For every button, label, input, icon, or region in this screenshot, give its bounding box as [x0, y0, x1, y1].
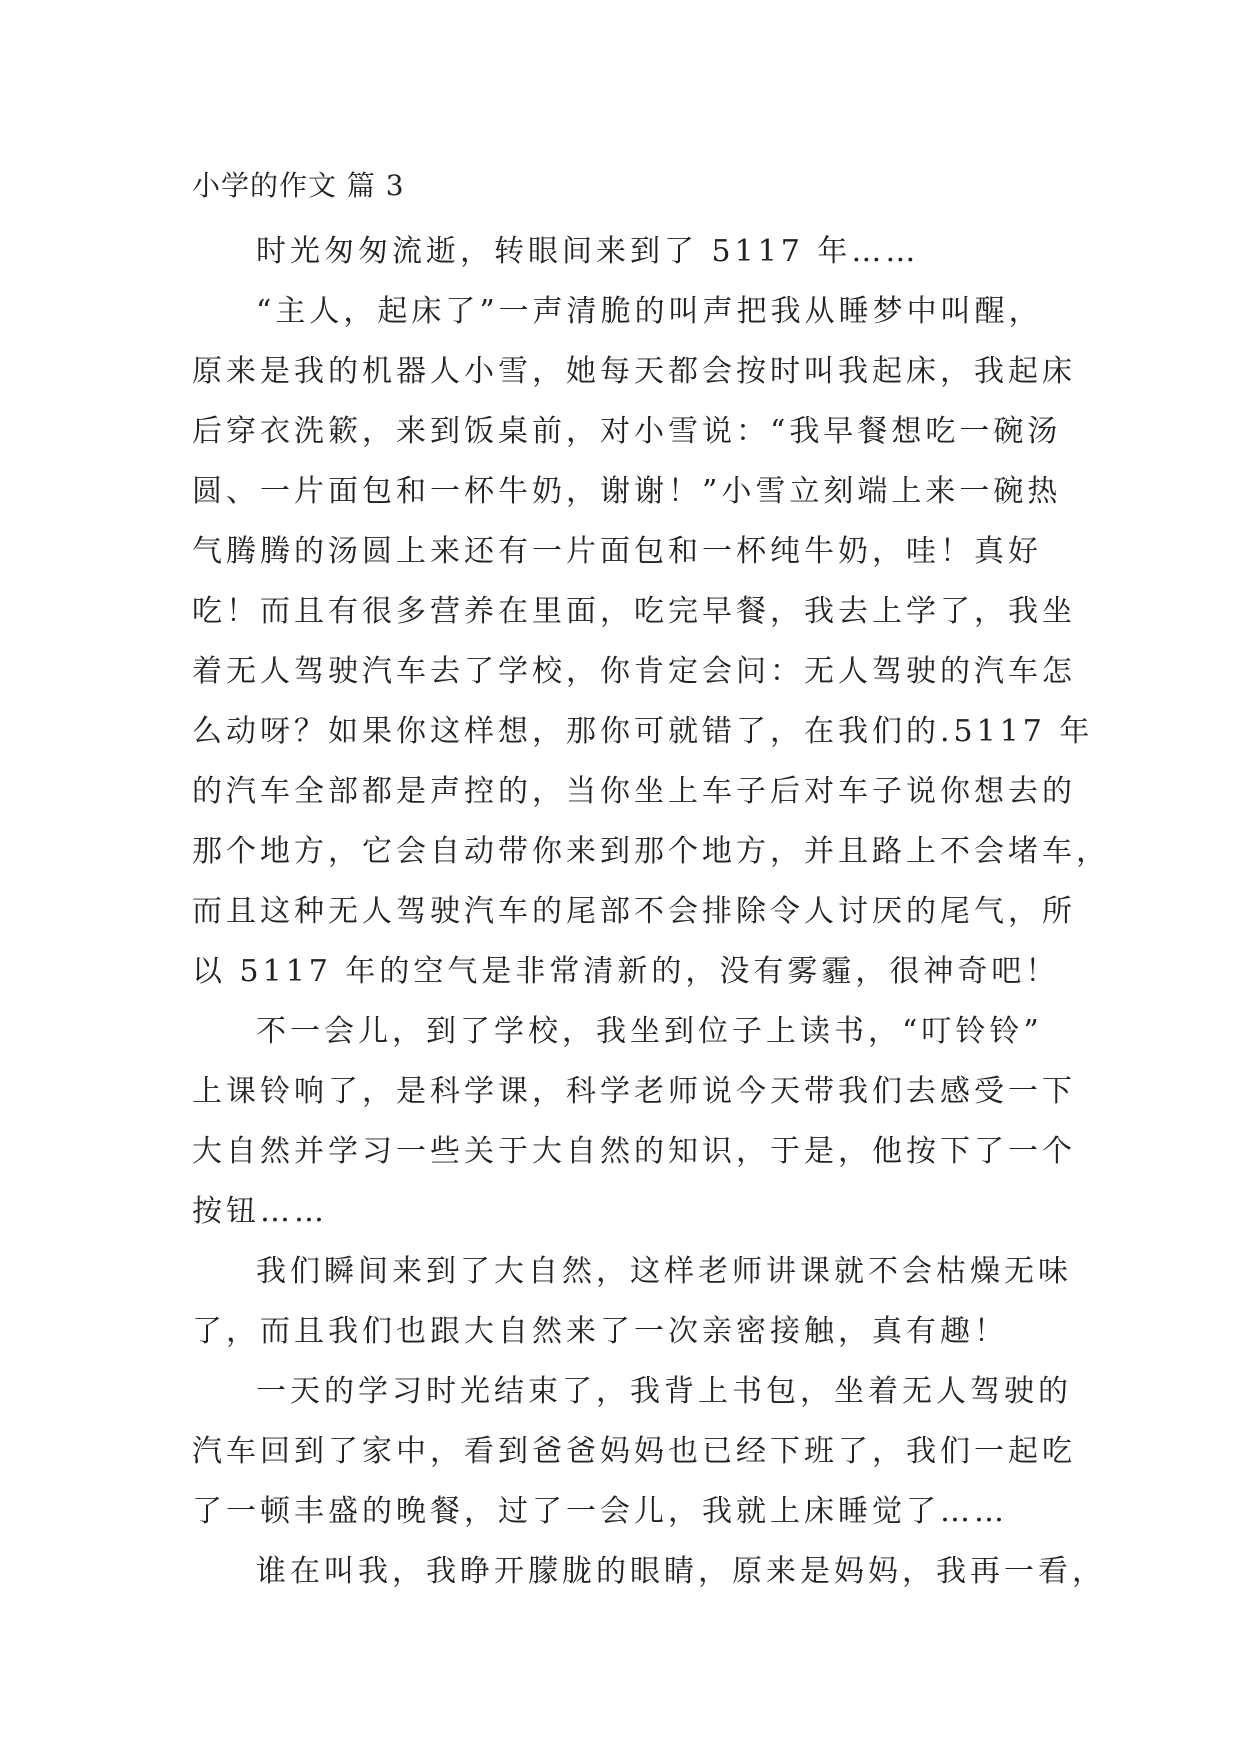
text-line-22: 了一顿丰盛的晚餐，过了一会儿，我就上床睡觉了……: [192, 1494, 1008, 1529]
text-line-3: 原来是我的机器人小雪，她每天都会按时叫我起床，我起床: [192, 354, 1076, 389]
text-line-18: 我们瞬间来到了大自然，这样老师讲课就不会枯燥无味: [256, 1254, 1072, 1289]
text-line-11: 那个地方，它会自动带你来到那个地方，并且路上不会堵车，: [192, 834, 1110, 869]
text-line-16: 大自然并学习一些关于大自然的知识，于是，他按下了一个: [192, 1134, 1076, 1169]
essay-heading: 小学的作文 篇 3: [192, 169, 405, 202]
text-line-2: “主人，起床了”一声清脆的叫声把我从睡梦中叫醒，: [256, 294, 1043, 329]
text-line-5: 圆、一片面包和一杯牛奶，谢谢！”小雪立刻端上来一碗热: [192, 474, 1062, 509]
text-line-10: 的汽车全部都是声控的，当你坐上车子后对车子说你想去的: [192, 774, 1076, 809]
text-line-7: 吃！而且有很多营养在里面，吃完早餐，我去上学了，我坐: [192, 594, 1076, 629]
text-line-20: 一天的学习时光结束了，我背上书包，坐着无人驾驶的: [256, 1374, 1072, 1409]
text-line-6: 气腾腾的汤圆上来还有一片面包和一杯纯牛奶，哇！真好: [192, 534, 1042, 569]
text-line-21: 汽车回到了家中，看到爸爸妈妈也已经下班了，我们一起吃: [192, 1434, 1076, 1469]
text-line-9: 么动呀？如果你这样想，那你可就错了，在我们的.5117 年: [192, 714, 1094, 749]
text-line-23: 谁在叫我，我睁开朦胧的眼睛，原来是妈妈，我再一看，: [256, 1554, 1106, 1589]
text-line-13: 以 5117 年的空气是非常清新的，没有雾霾，很神奇吧！: [192, 954, 1060, 989]
text-line-19: 了，而且我们也跟大自然来了一次亲密接触，真有趣！: [192, 1314, 1008, 1349]
text-line-8: 着无人驾驶汽车去了学校，你肯定会问：无人驾驶的汽车怎: [192, 654, 1076, 689]
text-line-4: 后穿衣洗簌，来到饭桌前，对小雪说：“我早餐想吃一碗汤: [192, 414, 1062, 449]
text-line-14: 不一会儿，到了学校，我坐到位子上读书，“叮铃铃”: [256, 1014, 1043, 1049]
text-line-15: 上课铃响了，是科学课，科学老师说今天带我们去感受一下: [192, 1074, 1076, 1109]
text-line-17: 按钮……: [192, 1194, 328, 1229]
text-line-12: 而且这种无人驾驶汽车的尾部不会排除令人讨厌的尾气，所: [192, 894, 1076, 929]
text-line-1: 时光匆匆流逝，转眼间来到了 5117 年……: [256, 234, 920, 269]
